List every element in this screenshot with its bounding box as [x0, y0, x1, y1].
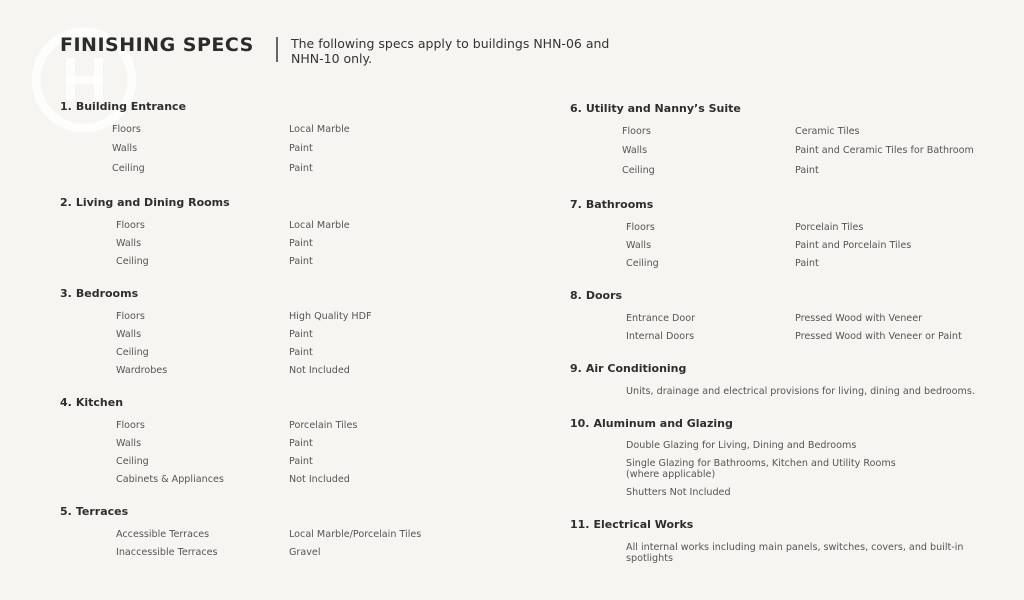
spec-value: Local Marble/Porcelain Tiles [289, 529, 422, 540]
section-number: 3. [60, 287, 72, 300]
spec-label: Ceiling [622, 165, 655, 176]
section-number: 9. [570, 362, 582, 375]
spec-value: Paint [289, 456, 313, 467]
spec-label: Wardrobes [116, 365, 168, 376]
spec-label: Floors [116, 220, 145, 231]
spec-value: Porcelain Tiles [795, 222, 864, 233]
section-number: 6. [570, 102, 582, 115]
section-number: 8. [570, 289, 582, 302]
spec-value: Paint [289, 238, 313, 249]
section-title: Utility and Nanny’s Suite [585, 102, 741, 115]
spec-label: Floors [112, 124, 141, 135]
spec-value: Local Marble [289, 220, 350, 231]
spec-label: Walls [622, 145, 648, 156]
spec-label: Inaccessible Terraces [116, 547, 218, 558]
spec-note: All internal works including main panels, switches, covers, and built-in spotlights [626, 542, 964, 564]
spec-label: Floors [626, 222, 655, 233]
section-number: 4. [60, 396, 72, 409]
spec-value: Paint [289, 329, 313, 340]
spec-value: Pressed Wood with Veneer or Paint [795, 331, 962, 342]
spec-value: Paint [289, 163, 313, 174]
spec-value: Pressed Wood with Veneer [795, 313, 923, 324]
spec-note: Units, drainage and electrical provisions for living, dining and bedrooms. [626, 386, 975, 397]
spec-value: Not Included [289, 474, 350, 485]
section-heading [570, 362, 686, 375]
spec-label: Ceiling [626, 258, 659, 269]
spec-note: Single Glazing for Bathrooms, Kitchen and Utility Rooms (where applicable) [626, 458, 896, 480]
spec-note: Double Glazing for Living, Dining and Bedrooms [626, 440, 857, 451]
section-heading [570, 289, 622, 302]
spec-value: Porcelain Tiles [289, 420, 358, 431]
section-number: 7. [570, 198, 582, 211]
spec-label: Ceiling [116, 456, 149, 467]
section-heading [60, 505, 128, 518]
spec-label: Walls [116, 329, 142, 340]
spec-value: Paint and Porcelain Tiles [795, 240, 912, 251]
spec-label: Floors [116, 420, 145, 431]
section-title: Kitchen [75, 396, 124, 409]
section-title: Bedrooms [75, 287, 139, 300]
section-number: 5. [60, 505, 72, 518]
section-heading [570, 102, 741, 115]
spec-label: Walls [112, 143, 138, 154]
spec-value: Local Marble [289, 124, 350, 135]
spec-value: Paint [795, 165, 819, 176]
spec-note: Shutters Not Included [626, 487, 731, 498]
section-title: Building Entrance [75, 100, 187, 113]
spec-value: Not Included [289, 365, 350, 376]
section-number: 1. [60, 100, 72, 113]
spec-label: Walls [116, 238, 142, 249]
section-heading [570, 518, 693, 531]
spec-label: Entrance Door [626, 313, 696, 324]
title-divider [276, 37, 278, 62]
spec-value: Paint [289, 256, 313, 267]
page-subtitle: The following specs apply to buildings NHN-06 and NHN-10 only. [291, 36, 610, 66]
spec-label: Floors [116, 311, 145, 322]
section-heading [60, 396, 123, 409]
spec-value: Ceramic Tiles [795, 126, 860, 137]
spec-value: High Quality HDF [289, 311, 372, 322]
spec-label: Walls [626, 240, 652, 251]
section-heading [60, 196, 230, 209]
spec-value: Paint [289, 347, 313, 358]
section-heading [60, 287, 138, 300]
section-title: Aluminum and Glazing [593, 417, 733, 430]
spec-value: Paint [795, 258, 819, 269]
spec-label: Accessible Terraces [116, 529, 210, 540]
section-number: 10. [570, 417, 590, 430]
section-title: Doors [585, 289, 623, 302]
spec-label: Ceiling [116, 347, 149, 358]
spec-label: Walls [116, 438, 142, 449]
page-title: FINISHING SPECS [60, 34, 254, 56]
spec-label: Ceiling [112, 163, 145, 174]
spec-label: Floors [622, 126, 651, 137]
section-heading [570, 417, 733, 430]
spec-value: Paint [289, 143, 313, 154]
section-title: Air Conditioning [585, 362, 687, 375]
section-title: Living and Dining Rooms [75, 196, 230, 209]
spec-label: Cabinets & Appliances [116, 474, 224, 485]
section-title: Electrical Works [593, 518, 694, 531]
spec-value: Paint and Ceramic Tiles for Bathroom [795, 145, 974, 156]
spec-value: Paint [289, 438, 313, 449]
section-title: Bathrooms [585, 198, 654, 211]
spec-label: Internal Doors [626, 331, 695, 342]
section-heading [60, 100, 186, 113]
section-number: 11. [570, 518, 590, 531]
section-heading [570, 198, 653, 211]
spec-value: Gravel [289, 547, 321, 558]
section-number: 2. [60, 196, 72, 209]
spec-label: Ceiling [116, 256, 149, 267]
section-title: Terraces [75, 505, 129, 518]
